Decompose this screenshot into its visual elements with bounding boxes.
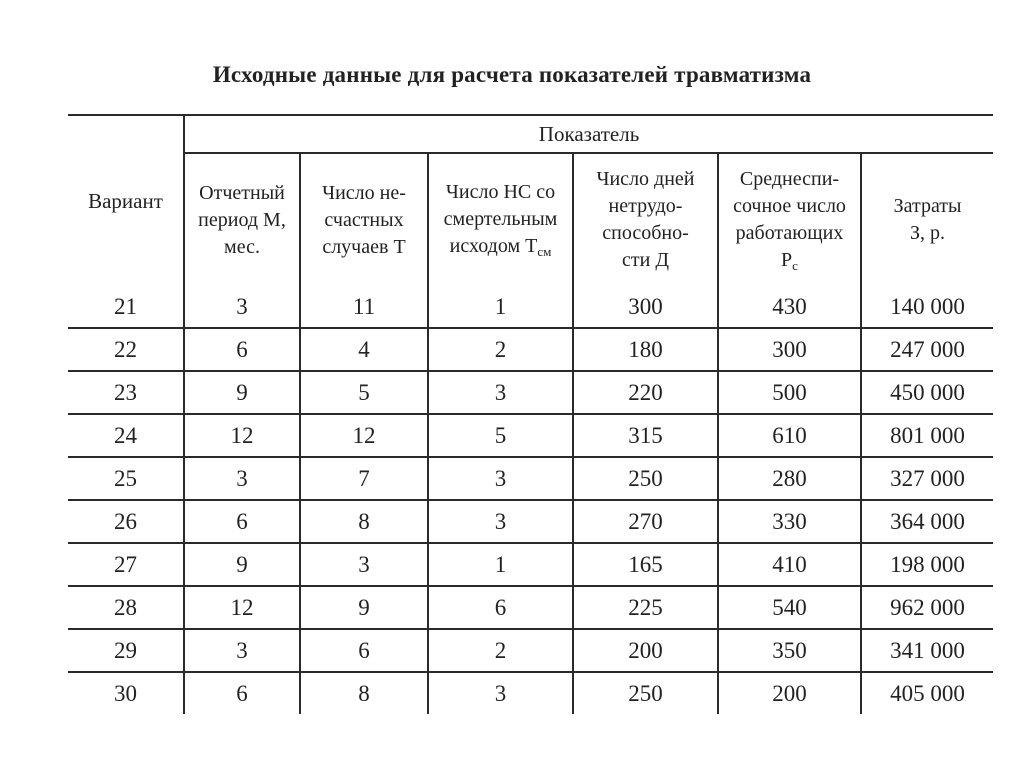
workers-cell: 330 [718,500,861,543]
header-line: сти Д [622,249,669,271]
period-cell: 9 [184,543,300,586]
disability-days-cell: 225 [573,586,718,629]
fatal-cell: 3 [428,672,573,714]
costs-cell: 450 000 [861,371,993,414]
table-body [68,286,993,714]
fatal-cell: 1 [428,286,573,328]
accidents-cell: 9 [300,586,428,629]
table-header-row [68,115,993,153]
header-line: Р [781,248,793,271]
workers-cell: 610 [718,414,861,457]
subscript: с [792,257,798,273]
period-cell: 6 [184,672,300,714]
variant-cell: 22 [68,328,184,371]
workers-cell: 350 [718,629,861,672]
fatal-cell: 3 [428,500,573,543]
period-cell: 6 [184,328,300,371]
accidents-cell: 7 [300,457,428,500]
subscript: см [537,244,552,260]
accidents-cell: 6 [300,629,428,672]
table-row [68,328,993,371]
column-header-avg-workers [718,153,861,286]
header-line: исходом Т [449,235,538,258]
disability-days-cell: 180 [573,328,718,371]
costs-cell: 962 000 [861,586,993,629]
table-row [68,500,993,543]
costs-cell: 140 000 [861,286,993,328]
header-line: смертельным [443,208,558,231]
accidents-cell: 3 [300,543,428,586]
column-header-period [184,153,300,286]
fatal-cell: 3 [428,457,573,500]
header-line: Отчетный [199,181,285,204]
disability-days-cell: 270 [573,500,718,543]
indicator-group-header: Показатель [184,115,993,153]
costs-cell: 198 000 [861,543,993,586]
variant-cell: 25 [68,457,184,500]
accidents-cell: 11 [300,286,428,328]
page-title: Исходные данные для расчета показателей травматизма [212,62,812,87]
variant-cell: 30 [68,672,184,714]
costs-cell: 327 000 [861,457,993,500]
header-line: сочное число [733,194,846,217]
header-line: счастных [324,208,404,231]
table-row [68,586,993,629]
costs-cell: 341 000 [861,629,993,672]
table-row [68,629,993,672]
costs-cell: 247 000 [861,328,993,371]
fatal-cell: 2 [428,328,573,371]
header-line: Среднеспи- [739,167,840,190]
variant-cell: 21 [114,293,137,319]
workers-cell: 200 [718,672,861,714]
fatal-cell: 3 [428,371,573,414]
fatal-cell: 6 [428,586,573,629]
accidents-cell: 5 [300,371,428,414]
column-header-costs [861,153,993,286]
period-cell: 9 [184,371,300,414]
variant-cell: 29 [68,629,184,672]
header-line: Число НС со [445,181,556,204]
header-line: мес. [224,235,260,258]
costs-cell: 801 000 [861,414,993,457]
column-header-fatal-accidents [428,153,573,286]
header-line: работающих [735,221,844,244]
workers-cell: 410 [718,543,861,586]
period-cell: 3 [184,457,300,500]
variant-cell: 27 [68,543,184,586]
period-cell: 12 [184,414,300,457]
column-header-accidents [300,153,428,286]
workers-cell: 500 [718,371,861,414]
disability-days-cell: 165 [573,543,718,586]
disability-days-cell: 300 [573,286,718,328]
fatal-cell: 1 [428,543,573,586]
header-line: Затраты [893,195,962,217]
variant-cell: 24 [68,414,184,457]
variant-cell: 23 [68,371,184,414]
table-subheader-row [68,153,993,286]
header-line: З, р. [910,222,946,244]
accidents-cell: 12 [300,414,428,457]
variant-cell: 28 [68,586,184,629]
workers-cell: 430 [718,286,861,328]
period-cell: 3 [184,629,300,672]
variant-cell: 26 [68,500,184,543]
workers-cell: 540 [718,586,861,629]
accidents-cell: 4 [300,328,428,371]
table-row [68,543,993,586]
header-line: Число дней [596,168,695,190]
accidents-cell: 8 [300,672,428,714]
disability-days-cell: 250 [573,672,718,714]
table-row [68,457,993,500]
disability-days-cell: 200 [573,629,718,672]
variant-column-header: Вариант [68,115,184,286]
table-row [68,414,993,457]
period-cell: 6 [184,500,300,543]
column-header-disability-days [573,153,718,286]
table-row [68,672,993,714]
header-line: Число не- [322,181,406,204]
fatal-cell: 5 [428,414,573,457]
disability-days-cell: 250 [573,457,718,500]
table-row [68,286,993,328]
header-line: нетрудо- [608,195,683,217]
injury-data-table [68,114,993,714]
fatal-cell: 2 [428,629,573,672]
header-line: случаев Т [322,235,406,258]
disability-days-cell: 315 [573,414,718,457]
workers-cell: 300 [718,328,861,371]
disability-days-cell: 220 [573,371,718,414]
period-cell: 12 [184,586,300,629]
workers-cell: 280 [718,457,861,500]
costs-cell: 405 000 [861,672,993,714]
period-cell: 3 [184,286,300,328]
accidents-cell: 8 [300,500,428,543]
header-line: период М, [198,208,286,231]
table-row [68,371,993,414]
costs-cell: 364 000 [861,500,993,543]
header-line: способно- [602,222,689,244]
